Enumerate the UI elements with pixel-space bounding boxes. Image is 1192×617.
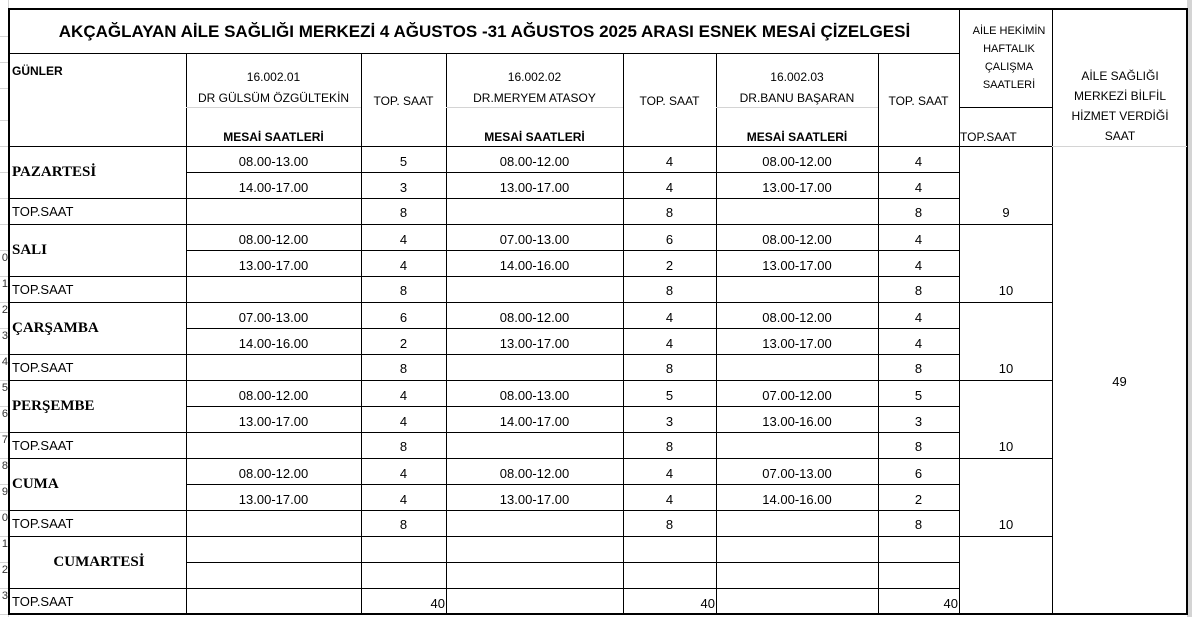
hour-cell[interactable]: 4 — [914, 310, 923, 325]
total-row-label[interactable]: TOP.SAAT — [12, 516, 74, 531]
saturday-name[interactable]: CUMARTESİ — [53, 554, 145, 570]
row-number[interactable]: 3 — [1, 330, 8, 342]
time-slot-cell[interactable]: 08.00-12.00 — [762, 310, 832, 325]
row-header-gridline — [0, 146, 8, 147]
mesai-header[interactable]: MESAİ SAATLERİ — [484, 130, 585, 144]
day-name[interactable]: CUMA — [12, 476, 59, 492]
hour-cell[interactable]: 4 — [399, 414, 408, 429]
doctor-code[interactable]: 16.002.03 — [770, 70, 824, 84]
weekly-hours-header[interactable]: AİLE HEKİMİN HAFTALIK ÇALIŞMA SAATLERİ — [972, 25, 1046, 91]
hour-cell[interactable]: 4 — [665, 180, 674, 195]
hour-cell[interactable]: 5 — [665, 388, 674, 403]
center-hours-header[interactable]: AİLE SAĞLIĞI MERKEZİ BİLFİL HİZMET VERDİĞİ SAAT — [1071, 69, 1169, 143]
day-block-bottom — [8, 614, 1053, 615]
day-total-cell[interactable]: 8 — [914, 361, 923, 376]
hour-cell[interactable]: 4 — [665, 466, 674, 481]
time-slot-cell[interactable]: 14.00-17.00 — [499, 414, 570, 429]
time-slot-cell[interactable]: 14.00-16.00 — [499, 258, 570, 273]
page-title[interactable]: AKÇAĞLAYAN AİLE SAĞLIĞI MERKEZİ 4 AĞUSTOS -31 AĞUSTOS 2025 ARASI ESNEK MESAİ ÇİZELGESİ — [58, 22, 911, 41]
row-header-gridline — [0, 198, 8, 199]
time-slot-cell[interactable]: 14.00-16.00 — [238, 336, 309, 351]
time-slot-cell[interactable]: 13.00-17.00 — [238, 258, 309, 273]
time-slot-cell[interactable]: 13.00-16.00 — [762, 414, 832, 429]
row-header-gridline — [0, 354, 8, 355]
row-number[interactable]: 8 — [1, 460, 8, 472]
weekly-header-sep — [959, 107, 1053, 108]
row-header-gridline — [0, 562, 8, 563]
row-header-gridline — [0, 88, 8, 89]
row-number[interactable]: 2 — [1, 304, 8, 316]
grand-total-cell[interactable]: 40 — [943, 596, 958, 611]
row-number[interactable]: 7 — [1, 434, 8, 446]
title-bottom — [8, 53, 959, 54]
time-slot-cell[interactable]: 13.00-17.00 — [238, 492, 309, 507]
day-total-cell[interactable]: 8 — [399, 283, 408, 298]
row-number[interactable]: 9 — [1, 486, 8, 498]
grand-total-cell[interactable]: 40 — [700, 596, 715, 611]
time-slot-cell[interactable]: 08.00-12.00 — [762, 232, 832, 247]
row-header-gridline — [0, 36, 8, 37]
day-total-cell[interactable]: 8 — [914, 283, 923, 298]
grand-total-cell[interactable]: 40 — [430, 596, 445, 611]
row-number[interactable]: 4 — [1, 356, 8, 368]
hour-cell[interactable]: 3 — [665, 414, 674, 429]
row-header-gridline — [0, 120, 8, 121]
doctor-code[interactable]: 16.002.02 — [507, 70, 562, 84]
doctor-name[interactable]: DR.BANU BAŞARAN — [739, 91, 855, 105]
time-slot-cell[interactable]: 13.00-17.00 — [762, 336, 832, 351]
hour-cell[interactable]: 4 — [914, 336, 923, 351]
total-hours-header[interactable]: TOP. SAAT — [888, 94, 949, 108]
weekly-total-header[interactable]: TOP.SAAT — [960, 130, 1017, 144]
row-header-gridline — [0, 380, 8, 381]
doctor-code[interactable]: 16.002.01 — [246, 70, 301, 84]
time-slot-cell[interactable]: 08.00-13.00 — [499, 388, 570, 403]
header-bottom-right — [1052, 146, 1187, 147]
day-name[interactable]: ÇARŞAMBA — [12, 320, 99, 336]
hour-cell[interactable]: 5 — [399, 154, 408, 169]
row-header-gridline — [0, 328, 8, 329]
time-row-sep — [186, 562, 959, 563]
border-left — [8, 8, 10, 615]
day-total-cell[interactable]: 8 — [914, 517, 923, 532]
day-total-cell[interactable]: 8 — [665, 283, 674, 298]
time-slot-cell[interactable]: 13.00-17.00 — [499, 492, 570, 507]
hour-cell[interactable]: 4 — [665, 154, 674, 169]
row-header-gridline — [0, 172, 8, 173]
hour-cell[interactable]: 3 — [914, 414, 923, 429]
time-slot-cell[interactable]: 08.00-12.00 — [499, 310, 570, 325]
hour-cell[interactable]: 4 — [665, 336, 674, 351]
time-slot-cell[interactable]: 08.00-12.00 — [238, 388, 309, 403]
time-slot-cell[interactable]: 13.00-17.00 — [762, 258, 832, 273]
total-row-label[interactable]: TOP.SAAT — [12, 360, 74, 375]
day-total-cell[interactable]: 8 — [914, 205, 923, 220]
hour-cell[interactable]: 4 — [399, 466, 408, 481]
day-name[interactable]: PAZARTESİ — [12, 164, 97, 180]
hour-cell[interactable]: 4 — [914, 180, 923, 195]
weekly-total-cell[interactable]: 10 — [998, 361, 1014, 376]
row-header-gridline — [0, 276, 8, 277]
hour-cell[interactable]: 4 — [665, 492, 674, 507]
total-row-label[interactable]: TOP.SAAT — [12, 438, 74, 453]
time-slot-cell[interactable]: 14.00-16.00 — [762, 492, 832, 507]
row-header-gridline — [0, 62, 8, 63]
time-slot-cell[interactable]: 08.00-13.00 — [238, 154, 309, 169]
row-number[interactable]: 0 — [1, 252, 8, 264]
hour-cell[interactable]: 6 — [914, 466, 923, 481]
row-header-gridline — [0, 588, 8, 589]
row-header-gridline — [0, 614, 8, 615]
day-total-cell[interactable]: 8 — [399, 205, 408, 220]
row-number[interactable]: 0 — [1, 512, 8, 524]
hour-cell[interactable]: 4 — [914, 232, 923, 247]
hour-cell[interactable]: 4 — [665, 310, 674, 325]
day-total-cell[interactable]: 8 — [665, 517, 674, 532]
row-number[interactable]: 3 — [1, 590, 8, 602]
saturday-total-label[interactable]: TOP.SAAT — [12, 594, 74, 609]
day-total-cell[interactable]: 8 — [399, 517, 408, 532]
hour-cell[interactable]: 2 — [914, 492, 923, 507]
row-number[interactable]: 5 — [1, 382, 8, 394]
row-header-gridline — [0, 484, 8, 485]
row-number[interactable]: 2 — [1, 564, 8, 576]
time-slot-cell[interactable]: 08.00-12.00 — [499, 154, 570, 169]
row-header-gridline — [0, 302, 8, 303]
total-hours-header[interactable]: TOP. SAAT — [373, 94, 434, 108]
weekly-total-cell[interactable]: 10 — [998, 517, 1014, 532]
days-header[interactable]: GÜNLER — [12, 64, 63, 78]
time-slot-cell[interactable]: 08.00-12.00 — [499, 466, 570, 481]
time-slot-cell[interactable]: 08.00-12.00 — [238, 466, 309, 481]
day-name[interactable]: SALI — [12, 242, 48, 258]
weekly-total-cell[interactable]: 10 — [998, 283, 1014, 298]
weekly-total-cell[interactable]: 10 — [998, 439, 1014, 454]
time-slot-cell[interactable]: 13.00-17.00 — [499, 180, 570, 195]
time-slot-cell[interactable]: 07.00-12.00 — [762, 388, 832, 403]
day-total-cell[interactable]: 8 — [914, 439, 923, 454]
time-slot-cell[interactable]: 13.00-17.00 — [238, 414, 309, 429]
hour-cell[interactable]: 6 — [665, 232, 674, 247]
total-row-label[interactable]: TOP.SAAT — [12, 204, 74, 219]
hour-cell[interactable]: 2 — [399, 336, 408, 351]
day-total-cell[interactable]: 8 — [665, 439, 674, 454]
hour-cell[interactable]: 4 — [399, 258, 408, 273]
hour-cell[interactable]: 2 — [665, 258, 674, 273]
day-total-cell[interactable]: 8 — [399, 361, 408, 376]
day-name[interactable]: PERŞEMBE — [12, 398, 95, 414]
time-slot-cell[interactable]: 08.00-12.00 — [238, 232, 309, 247]
time-slot-cell[interactable]: 07.00-13.00 — [762, 466, 832, 481]
row-header-gridline — [0, 458, 8, 459]
row-header-gridline — [0, 224, 8, 225]
border-right — [1186, 8, 1188, 615]
row-header-gridline — [0, 406, 8, 407]
time-slot-cell[interactable]: 07.00-13.00 — [238, 310, 309, 325]
hour-cell[interactable]: 5 — [914, 388, 923, 403]
center-total-cell[interactable]: 49 — [1112, 374, 1127, 389]
day-total-cell[interactable]: 8 — [399, 439, 408, 454]
mesai-header[interactable]: MESAİ SAATLERİ — [223, 130, 324, 144]
day-total-cell[interactable]: 8 — [665, 361, 674, 376]
hour-cell[interactable]: 4 — [399, 388, 408, 403]
row-header-gridline — [0, 510, 8, 511]
time-slot-cell[interactable]: 13.00-17.00 — [499, 336, 570, 351]
mesai-header[interactable]: MESAİ SAATLERİ — [746, 130, 848, 144]
time-slot-cell[interactable]: 14.00-17.00 — [238, 180, 309, 195]
hour-cell[interactable]: 3 — [399, 180, 408, 195]
time-slot-cell[interactable]: 07.00-13.00 — [499, 232, 570, 247]
time-slot-cell[interactable]: 13.00-17.00 — [762, 180, 832, 195]
day-total-cell[interactable]: 8 — [665, 205, 674, 220]
total-row-label[interactable]: TOP.SAAT — [12, 282, 74, 297]
row-number[interactable]: 1 — [1, 538, 8, 550]
hour-cell[interactable]: 4 — [399, 232, 408, 247]
weekly-total-cell[interactable]: 9 — [1002, 205, 1010, 220]
doctor-name[interactable]: DR GÜLSÜM ÖZGÜLTEKİN — [197, 91, 350, 105]
hour-cell[interactable]: 6 — [399, 310, 408, 325]
hour-cell[interactable]: 4 — [399, 492, 408, 507]
row-number[interactable]: 1 — [1, 278, 8, 290]
row-header-gridline — [0, 536, 8, 537]
doctor-name[interactable]: DR.MERYEM ATASOY — [473, 91, 596, 105]
row-header-gridline — [0, 432, 8, 433]
hour-cell[interactable]: 4 — [914, 154, 923, 169]
row-header-gridline — [0, 250, 8, 251]
total-hours-header[interactable]: TOP. SAAT — [639, 94, 700, 108]
hour-cell[interactable]: 4 — [914, 258, 923, 273]
row-number[interactable]: 6 — [1, 408, 8, 420]
time-slot-cell[interactable]: 08.00-12.00 — [762, 154, 832, 169]
